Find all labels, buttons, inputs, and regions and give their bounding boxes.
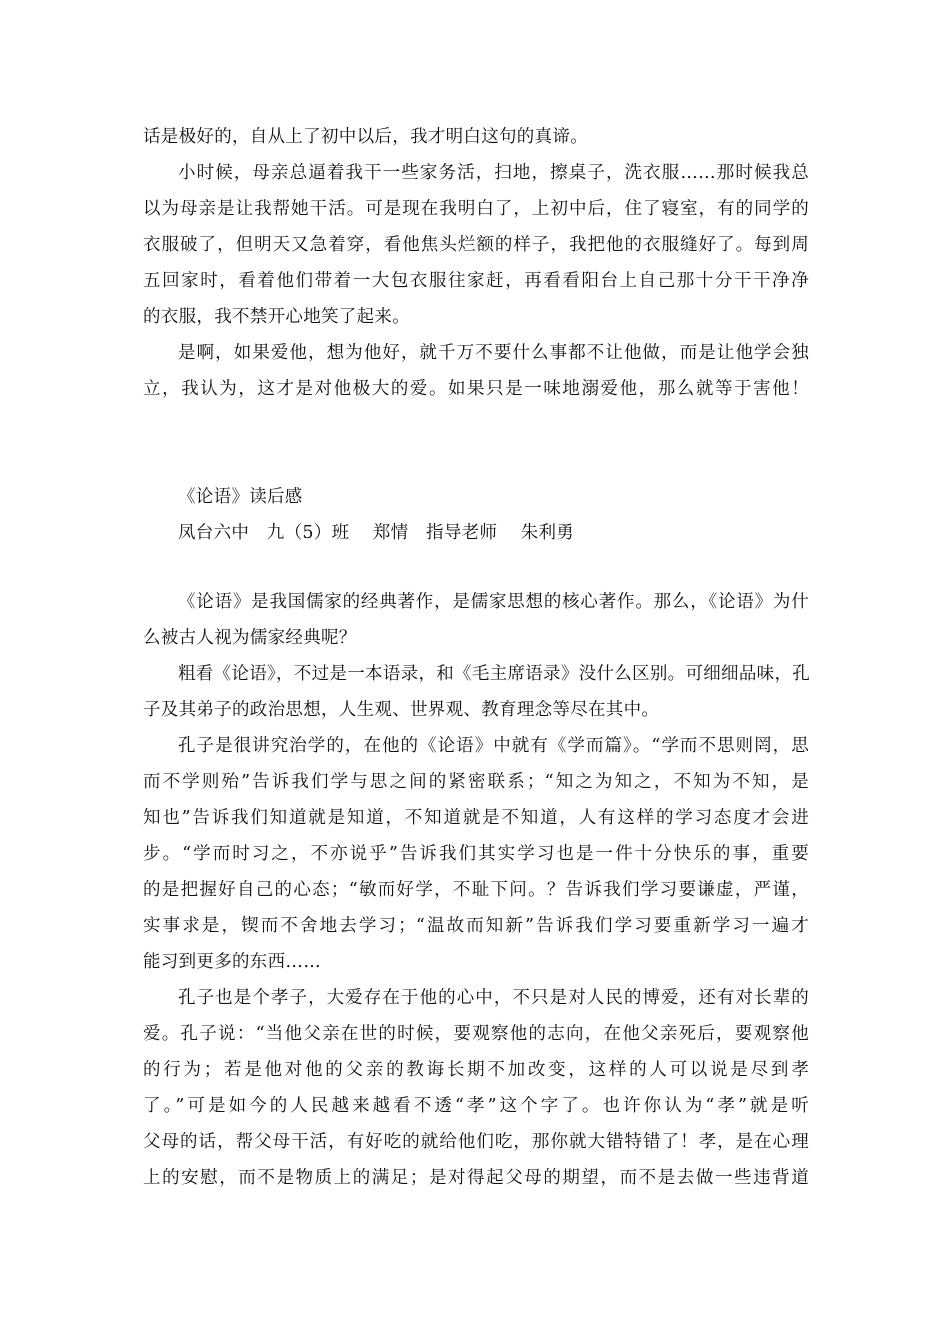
text-line: 了。”可是如今的人民越来越看不透“孝”这个字了。也许你认为“孝”就是听	[143, 1096, 809, 1116]
text-line: 爱。孔子说：“当他父亲在世的时候，要观察他的志向，在他父亲死后，要观察他	[143, 1024, 809, 1044]
text-line: 步。“学而时习之，不亦说乎”告诉我们其实学习也是一件十分快乐的事，重要	[143, 844, 809, 864]
text-line: 的衣服，我不禁开心地笑了起来。	[143, 307, 410, 327]
essay-byline: 凤台六中 九（5）班 郑情 指导老师 朱利勇	[178, 523, 575, 543]
text-line: 小时候，母亲总逼着我干一些家务活，扫地，擦桌子，洗衣服……那时候我总	[178, 163, 809, 183]
text-line: 的是把握好自己的心态；“敏而好学，不耻下问。？告诉我们学习要谦虚，严谨，	[143, 880, 809, 900]
text-line: 孔子是很讲究治学的，在他的《论语》中就有《学而篇》。“学而不思则罔，思	[178, 736, 809, 756]
text-line: 子及其弟子的政治思想，人生观、世界观、教育理念等尽在其中。	[143, 700, 660, 720]
text-line: 上的安慰，而不是物质上的满足；是对得起父母的期望，而不是去做一些违背道	[143, 1168, 809, 1188]
text-line: 的行为；若是他对他的父亲的教诲长期不加改变，这样的人可以说是尽到孝	[143, 1060, 809, 1080]
text-line: 衣服破了，但明天又急着穿，看他焦头烂额的样子，我把他的衣服缝好了。每到周	[143, 235, 809, 255]
text-line: 以为母亲是让我帮她干活。可是现在我明白了，上初中后，住了寝室，有的同学的	[143, 199, 809, 219]
text-line: 而不学则殆”告诉我们学与思之间的紧密联系；“知之为知之，不知为不知，是	[143, 772, 809, 792]
essay-body	[143, 584, 809, 1196]
text-line: 《论语》是我国儒家的经典著作，是儒家思想的核心著作。那么，《论语》为什	[178, 592, 809, 612]
text-line: 立，我认为，这才是对他极大的爱。如果只是一味地溺爱他，那么就等于害他！	[143, 379, 809, 399]
text-line: 孔子也是个孝子，大爱存在于他的心中，不只是对人民的博爱，还有对长辈的	[178, 988, 809, 1008]
essay-heading	[143, 479, 809, 551]
text-line: 能习到更多的东西……	[143, 952, 321, 972]
previous-essay-ending	[143, 119, 809, 407]
text-line: 知也”告诉我们知道就是知道，不知道就是不知道，人有这样的学习态度才会进	[143, 808, 809, 828]
text-line: 话是极好的，自从上了初中以后，我才明白这句的真谛。	[143, 127, 588, 147]
text-line: 实事求是，锲而不舍地去学习；“温故而知新”告诉我们学习要重新学习一遍才	[143, 916, 809, 936]
text-line: 么被古人视为儒家经典呢？	[143, 628, 357, 648]
text-line: 五回家时，看着他们带着一大包衣服往家赶，再看看阳台上自己那十分干干净净	[143, 271, 809, 291]
text-line: 粗看《论语》，不过是一本语录，和《毛主席语录》没什么区别。可细细品味，孔	[178, 664, 811, 684]
text-line: 父母的话，帮父母干活，有好吃的就给他们吃，那你就大错特错了！孝，是在心理	[143, 1132, 809, 1152]
essay-title: 《论语》读后感	[178, 487, 303, 507]
text-line: 是啊，如果爱他，想为他好，就千万不要什么事都不让他做，而是让他学会独	[178, 343, 809, 363]
